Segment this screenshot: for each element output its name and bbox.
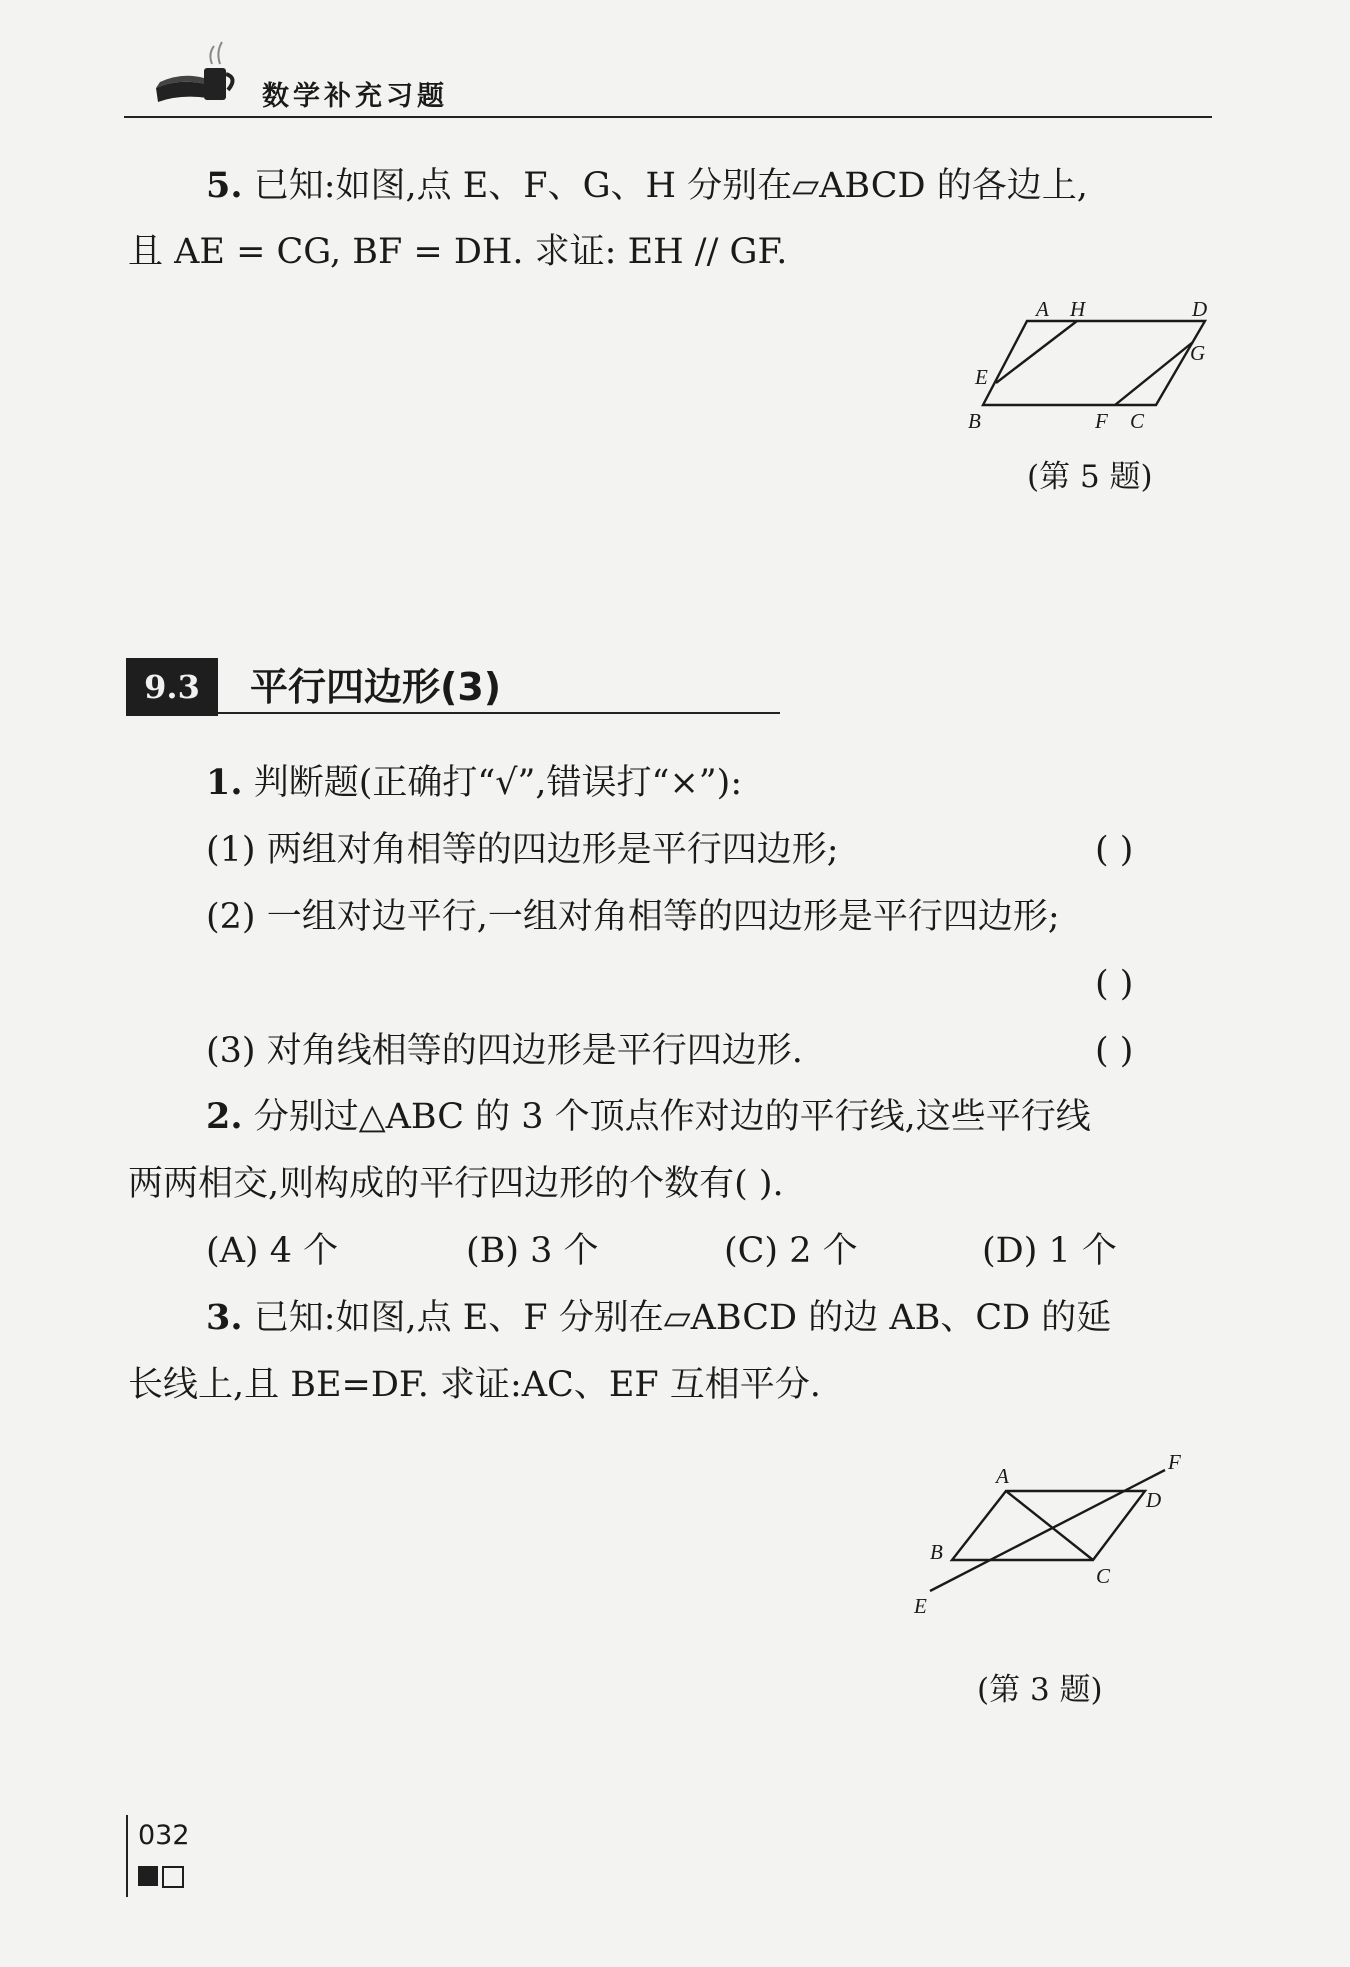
book-cup-icon <box>148 38 238 114</box>
q2-option-b[interactable]: (B) 3 个 <box>466 1231 599 1271</box>
q3-label-d: D <box>1146 1488 1162 1512</box>
q5-line1 <box>206 163 1088 209</box>
q5-line1-text: 已知:如图,点 E、F、G、H 分别在▱ABCD 的各边上, <box>253 166 1088 206</box>
header-title: 数学补充习题 <box>262 81 448 112</box>
q3-label-f: F <box>1168 1450 1181 1474</box>
q3-caption: (第 3 题) <box>977 1672 1103 1708</box>
q5-number: 5. <box>206 165 243 206</box>
q5-label-a: A <box>1036 297 1049 321</box>
q1-answer-blank-3[interactable]: ( ) <box>1095 1031 1134 1071</box>
q2-option-a[interactable]: (A) 4 个 <box>206 1231 339 1271</box>
q2-option-c[interactable]: (C) 2 个 <box>724 1231 858 1271</box>
q3-line2: 长线上,且 BE=DF. 求证:AC、EF 互相平分. <box>128 1365 821 1405</box>
q2-number: 2. <box>206 1096 243 1137</box>
q5-label-g: G <box>1190 341 1206 365</box>
q2-line2: 两两相交,则构成的平行四边形的个数有( ). <box>128 1164 784 1204</box>
q1-number: 1. <box>206 762 243 803</box>
q1-item-3: (3) 对角线相等的四边形是平行四边形. <box>206 1031 803 1071</box>
q3-label-a: A <box>996 1464 1009 1488</box>
q5-parallelogram-figure <box>960 290 1220 440</box>
q1-answer-blank-2[interactable]: ( ) <box>1095 964 1134 1004</box>
q3-parallelogram-figure <box>900 1445 1200 1625</box>
q5-label-e: E <box>975 365 988 389</box>
q1-item-2: (2) 一组对边平行,一组对角相等的四边形是平行四边形; <box>206 897 1060 937</box>
q5-line2: 且 AE = CG, BF = DH. 求证: EH // GF. <box>128 232 788 272</box>
q1-intro-line <box>206 760 742 806</box>
q5-label-h: H <box>1070 297 1086 321</box>
q5-label-c: C <box>1130 409 1145 433</box>
q5-label-b: B <box>968 409 981 433</box>
q1-item-1: (1) 两组对角相等的四边形是平行四边形; <box>206 830 839 870</box>
footer-bar <box>126 1815 128 1897</box>
q3-label-b: B <box>930 1540 943 1564</box>
q3-label-e: E <box>914 1594 927 1618</box>
q2-option-d[interactable]: (D) 1 个 <box>982 1231 1117 1271</box>
q3-line1-text: 已知:如图,点 E、F 分别在▱ABCD 的边 AB、CD 的延 <box>253 1298 1112 1338</box>
q3-label-c: C <box>1096 1564 1111 1588</box>
filled-square-icon <box>138 1866 158 1886</box>
q5-caption: (第 5 题) <box>1027 459 1153 495</box>
section-title: 平行四边形(3) <box>250 665 502 709</box>
q1-answer-blank-1[interactable]: ( ) <box>1095 830 1134 870</box>
q3-number: 3. <box>206 1297 243 1338</box>
header-divider <box>124 116 1212 118</box>
empty-square-icon <box>162 1866 184 1888</box>
q5-label-f: F <box>1095 409 1108 433</box>
section-divider <box>218 712 780 714</box>
q5-label-d: D <box>1192 297 1208 321</box>
q2-line1 <box>206 1094 1091 1140</box>
q2-line1-text: 分别过△ABC 的 3 个顶点作对边的平行线,这些平行线 <box>253 1097 1091 1137</box>
page-number: 032 <box>138 1820 190 1851</box>
q3-line1 <box>206 1295 1111 1341</box>
q1-intro: 判断题(正确打“√”,错误打“×”): <box>253 763 743 803</box>
section-number-badge: 9.3 <box>126 658 218 716</box>
